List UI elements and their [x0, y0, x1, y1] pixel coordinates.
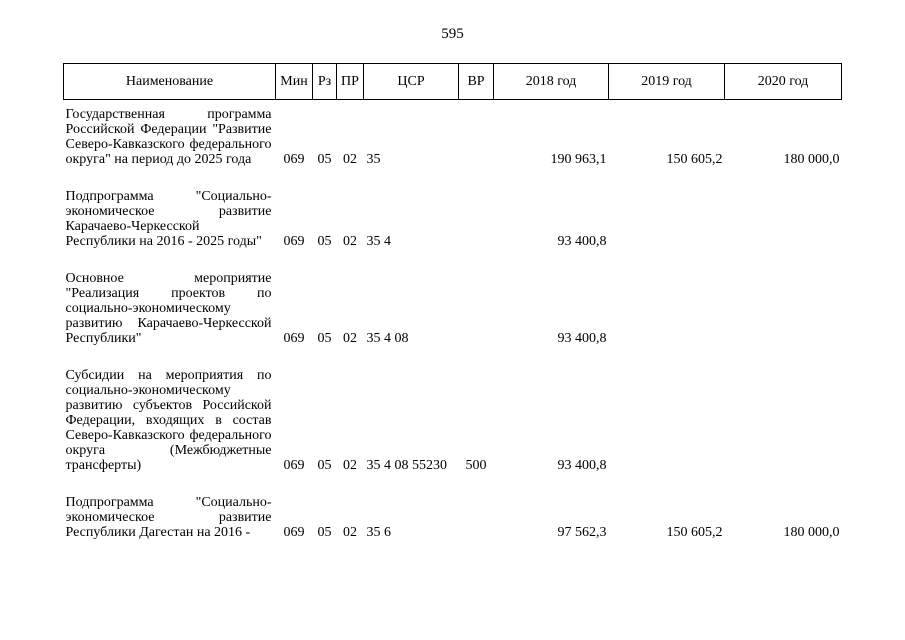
- table-row: [64, 100, 842, 168]
- row-min: 069: [283, 458, 305, 473]
- row-csr: 35 4 08 55230: [366, 458, 447, 473]
- row-csr: 35: [366, 152, 381, 167]
- row-rz: 05: [317, 331, 332, 346]
- row-name: Государственная программа Российской Федерации "Развитие Северо-Кавказского федерального округа" на период до 2025 года: [65, 107, 272, 167]
- row-min: 069: [283, 331, 305, 346]
- row-name: Подпрограмма "Социально-экономическое развитие Республики Дагестан на 2016 -: [65, 495, 272, 540]
- budget-table: [63, 63, 842, 540]
- row-2019: [609, 189, 725, 249]
- row-min: 069: [283, 152, 305, 167]
- row-2018: 93 400,8: [557, 234, 607, 249]
- row-csr: 35 6: [366, 525, 391, 540]
- row-rz: 05: [317, 234, 332, 249]
- row-pr: 02: [343, 152, 357, 167]
- row-pr: 02: [343, 458, 357, 473]
- row-vr: 500: [465, 458, 487, 473]
- row-2020: 180 000,0: [783, 152, 840, 167]
- row-2019: 150 605,2: [666, 525, 723, 540]
- table-row: [64, 271, 842, 346]
- row-min: 069: [283, 234, 305, 249]
- header-csr: ЦСР: [364, 64, 459, 100]
- table-row: [64, 189, 842, 249]
- row-2020: [725, 271, 842, 346]
- table-header: [64, 64, 842, 100]
- table-row: [64, 495, 842, 540]
- row-csr: 35 4 08: [366, 331, 409, 346]
- row-pr: 02: [343, 525, 357, 540]
- row-2018: 190 963,1: [550, 152, 607, 167]
- row-csr: 35 4: [366, 234, 391, 249]
- row-rz: 05: [317, 525, 332, 540]
- row-vr: [459, 271, 494, 346]
- row-vr: [459, 495, 494, 540]
- row-rz: 05: [317, 152, 332, 167]
- row-pr: 02: [343, 331, 357, 346]
- header-2020: 2020 год: [725, 64, 842, 100]
- header-min: Мин: [276, 64, 313, 100]
- row-min: 069: [283, 525, 305, 540]
- table-row: [64, 368, 842, 473]
- row-name: Субсидии на мероприятия по социально-экономическому развитию субъектов Российской Федерации, входящих в состав Северо-Кавказского федерального округа (Межбюджетные трансферты): [65, 368, 272, 473]
- header-name: Наименование: [64, 64, 276, 100]
- row-2019: [609, 271, 725, 346]
- header-2018: 2018 год: [494, 64, 609, 100]
- row-2020: 180 000,0: [783, 525, 840, 540]
- row-2020: [725, 189, 842, 249]
- page-number: 595: [441, 26, 464, 42]
- row-2020: [725, 368, 842, 473]
- row-2018: 97 562,3: [557, 525, 607, 540]
- row-vr: [459, 189, 494, 249]
- row-name: Основное мероприятие "Реализация проектов по социально-экономическому развитию Карачаево-Черкесской Республики": [65, 271, 272, 346]
- row-name: Подпрограмма "Социально-экономическое развитие Карачаево-Черкесской Республики на 2016 - 2025 годы": [65, 189, 272, 249]
- row-rz: 05: [317, 458, 332, 473]
- row-2019: [609, 368, 725, 473]
- row-2019: 150 605,2: [666, 152, 723, 167]
- header-vr: ВР: [459, 64, 494, 100]
- header-rz: Рз: [313, 64, 337, 100]
- row-2018: 93 400,8: [557, 458, 607, 473]
- row-pr: 02: [343, 234, 357, 249]
- header-pr: ПР: [337, 64, 364, 100]
- header-2019: 2019 год: [609, 64, 725, 100]
- row-2018: 93 400,8: [557, 331, 607, 346]
- row-vr: [459, 100, 494, 168]
